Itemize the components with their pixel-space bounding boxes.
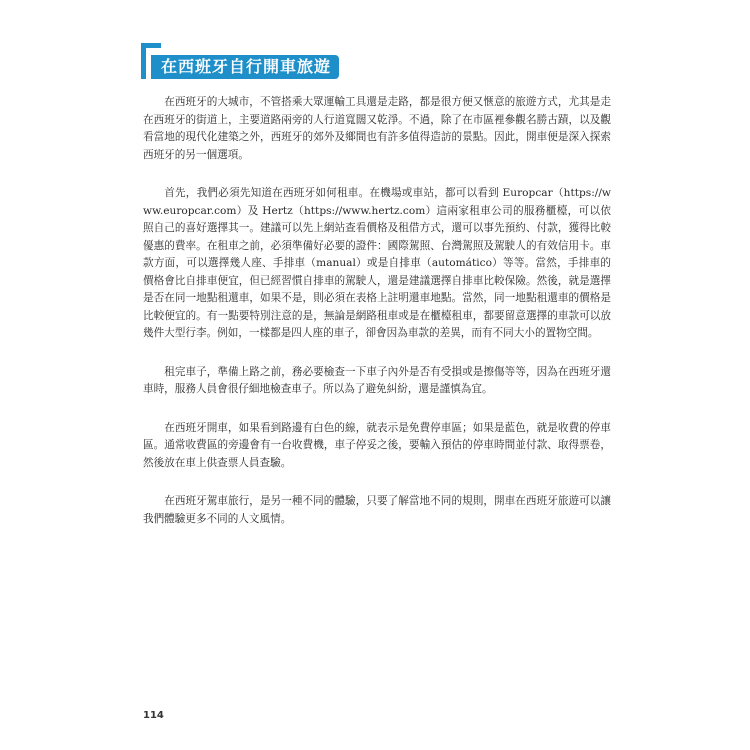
article-body: [143, 94, 611, 549]
paragraph-parking: 在西班牙開車，如果看到路邊有白色的線，就表示是免費停車區；如果是藍色，就是收費的停車區。通常收費區的旁邊會有一台收費機，車子停妥之後，要輸入預估的停車時間並付款、取得票卷，然後放在車上供查票人員查驗。: [143, 421, 611, 469]
page-title: 在西班牙自行開車旅遊: [161, 57, 332, 76]
paragraph-intro: 在西班牙的大城市，不管搭乘大眾運輸工具還是走路，都是很方便又愜意的旅遊方式，尤其是走在西班牙的街道上，主要道路兩旁的人行道寬闊又乾淨。不過，除了在市區裡參觀名勝古蹟，以及觀看當地的現代化建築之外，西班牙的郊外及鄉間也有許多值得造訪的景點。因此，開車便是深入探索西班牙的另一個選項。: [143, 96, 611, 161]
paragraph-inspection: 租完車子，準備上路之前，務必要檢查一下車子內外是否有受損或是擦傷等等，因為在西班牙還車時，服務人員會很仔細地檢查車子。所以為了避免糾紛，還是謹慎為宜。: [143, 365, 611, 395]
paragraph-conclusion: 在西班牙駕車旅行，是另一種不同的體驗，只要了解當地不同的規則，開車在西班牙旅遊可以讓我們體驗更多不同的人文風情。: [143, 495, 611, 525]
paragraph-renting: 首先，我們必須先知道在西班牙如何租車。在機場或車站，都可以看到 Europcar（https://www.europcar.com）及 Hertz（https://www.hertz.com）這兩家租車公司的服務櫃檯，可以依照自己的喜好選擇其一。建議可以先上網站查看價格及租借方式，還可以事先預約、付款，獲得比較優惠的費率。在租車之前，必須準備好必要的證件：國際駕照、台灣駕照及駕駛人的有效信用卡。車款方面，可以選擇幾人座、手排車（manual）或是自排車（automático）等等。當然，手排車的價格會比自排車便宜，但已經習慣自排車的駕駛人，還是建議選擇自排車比較保險。然後，就是選擇是否在同一地點租還車，如果不是，則必須在表格上註明還車地點。當然，同一地點租還車的價格是比較便宜的。有一點要特別注意的是，無論是網路租車或是在櫃檯租車，都要留意選擇的車款可以放幾件大型行李。例如，一樣都是四人座的車子，卻會因為車款的差異，而有不同大小的置物空間。: [143, 187, 611, 339]
section-heading: [141, 43, 611, 83]
page-number: 114: [143, 710, 164, 721]
